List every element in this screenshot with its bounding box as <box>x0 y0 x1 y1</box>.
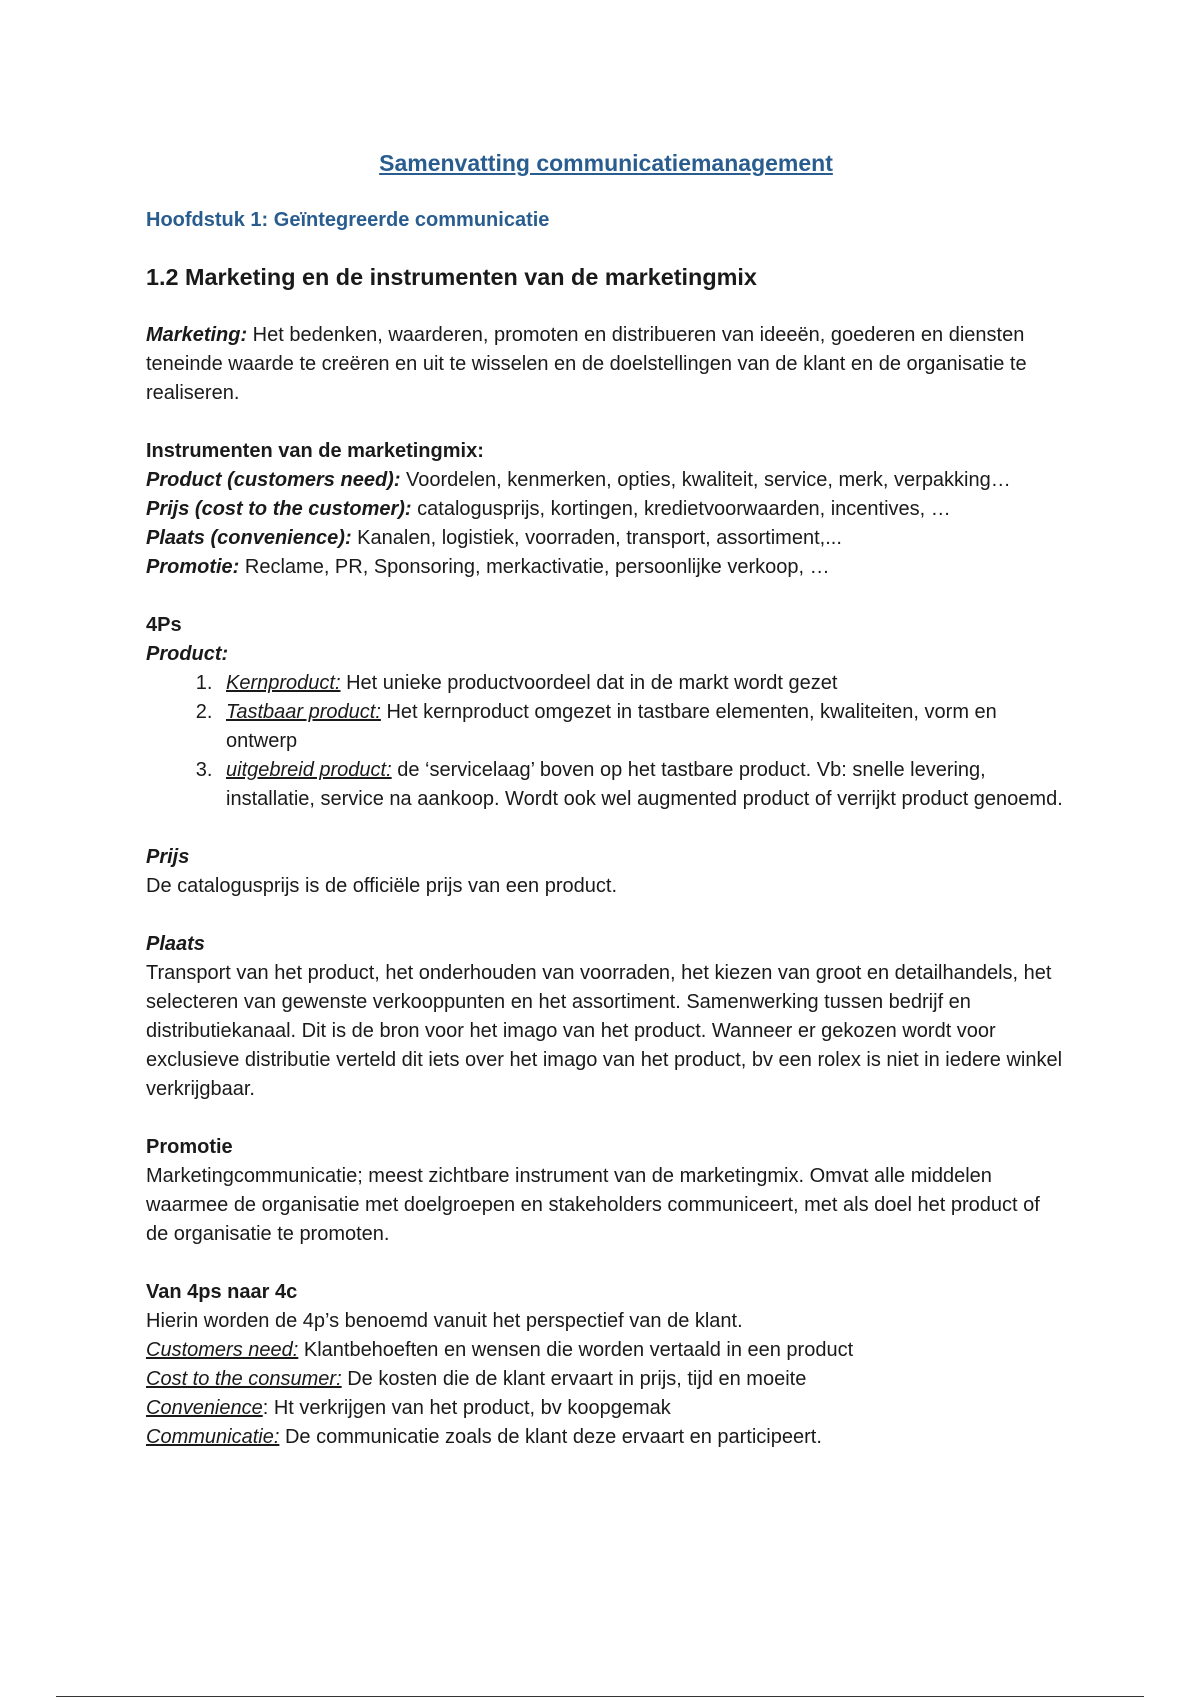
promotie-text: Marketingcommunicatie; meest zichtbare instrument van de marketingmix. Omvat alle middelen waarmee de organisatie met doelgroepen en stakeholders communiceert, met als doel het product of de organisatie te promoten. <box>146 1165 1040 1245</box>
fourc-heading: Van 4ps naar 4c <box>146 1281 298 1303</box>
product-heading: Product: <box>146 643 229 665</box>
instrument-item <box>146 553 1066 582</box>
fourps-block <box>146 611 1066 814</box>
instruments-heading: Instrumenten van de marketingmix: <box>146 440 484 462</box>
fourc-item <box>146 1336 1066 1365</box>
fourc-text: : Ht verkrijgen van het product, bv koopgemak <box>262 1397 671 1419</box>
fourc-term: Communicatie: <box>146 1426 280 1448</box>
fourc-text: De kosten die de klant ervaart in prijs, tijd en moeite <box>341 1368 807 1390</box>
fourc-block <box>146 1278 1066 1452</box>
fourc-term: Cost to the consumer: <box>146 1368 342 1390</box>
product-text: Het kernproduct omgezet in tastbare elementen, kwaliteiten, vorm en ontwerp <box>226 701 997 752</box>
instrument-term: Promotie: <box>146 556 240 578</box>
plaats-block <box>146 930 1066 1104</box>
instruments-block <box>146 437 1066 582</box>
instrument-item <box>146 466 1066 495</box>
fourc-term: Customers need: <box>146 1339 299 1361</box>
list-item <box>218 698 1066 756</box>
list-item <box>218 669 1066 698</box>
promotie-block <box>146 1133 1066 1249</box>
instrument-term: Plaats (convenience): <box>146 527 352 549</box>
fourps-heading: 4Ps <box>146 614 182 636</box>
section-heading: 1.2 Marketing en de instrumenten van de marketingmix <box>146 264 757 290</box>
page-bottom-divider <box>56 1696 1144 1697</box>
fourc-text: De communicatie zoals de klant deze ervaart en participeert. <box>279 1426 822 1448</box>
instrument-item <box>146 524 1066 553</box>
plaats-heading: Plaats <box>146 933 205 955</box>
chapter-heading: Hoofdstuk 1: Geïntegreerde communicatie <box>146 209 550 231</box>
prijs-heading: Prijs <box>146 846 190 868</box>
instrument-term: Product (customers need): <box>146 469 401 491</box>
fourc-text: Klantbehoeften en wensen die worden vertaald in een product <box>298 1339 854 1361</box>
marketing-text: Het bedenken, waarderen, promoten en distribueren van ideeën, goederen en diensten teneinde waarde te creëren en uit te wisselen en de doelstellingen van de klant en de organisatie te realiseren. <box>146 324 1027 404</box>
prijs-text: De catalogusprijs is de officiële prijs van een product. <box>146 875 617 897</box>
product-text: Het unieke productvoordeel dat in de markt wordt gezet <box>340 672 838 694</box>
prijs-block <box>146 843 1066 901</box>
product-term: Kernproduct: <box>226 672 341 694</box>
document-body <box>146 138 1066 1452</box>
plaats-text: Transport van het product, het onderhouden van voorraden, het kiezen van groot en detailhandels, het selecteren van gewenste verkooppunten en het assortiment. Samenwerking tussen bedrijf en distributiekanaal. Dit is de bron voor het imago van het product. Wanneer er gekozen wordt voor exclusieve distributie verteld dit iets over het imago van het product, bv een rolex is niet in iedere winkel verkrijgbaar. <box>146 962 1063 1100</box>
product-term: Tastbaar product: <box>226 701 381 723</box>
fourc-item <box>146 1365 1066 1394</box>
fourc-term: Convenience <box>146 1397 263 1419</box>
fourc-item <box>146 1423 1066 1452</box>
instrument-term: Prijs (cost to the customer): <box>146 498 412 520</box>
fourc-intro: Hierin worden de 4p’s benoemd vanuit het perspectief van de klant. <box>146 1310 743 1332</box>
marketing-definition <box>146 321 1066 408</box>
instrument-text: Voordelen, kenmerken, opties, kwaliteit, service, merk, verpakking… <box>400 469 1011 491</box>
instrument-text: Kanalen, logistiek, voorraden, transport, assortiment,... <box>351 527 842 549</box>
product-term: uitgebreid product: <box>226 759 392 781</box>
instrument-text: Reclame, PR, Sponsoring, merkactivatie, persoonlijke verkoop, … <box>239 556 830 578</box>
marketing-term: Marketing: <box>146 324 248 346</box>
product-list <box>146 669 1066 814</box>
instrument-item <box>146 495 1066 524</box>
instrument-text: catalogusprijs, kortingen, kredietvoorwaarden, incentives, … <box>411 498 951 520</box>
page-title: Samenvatting communicatiemanagement <box>379 150 833 176</box>
list-item <box>218 756 1066 814</box>
fourc-item <box>146 1394 1066 1423</box>
promotie-heading: Promotie <box>146 1136 233 1158</box>
product-text: de ‘servicelaag’ boven op het tastbare product. Vb: snelle levering, installatie, service na aankoop. Wordt ook wel augmented product of verrijkt product genoemd. <box>226 759 1063 810</box>
